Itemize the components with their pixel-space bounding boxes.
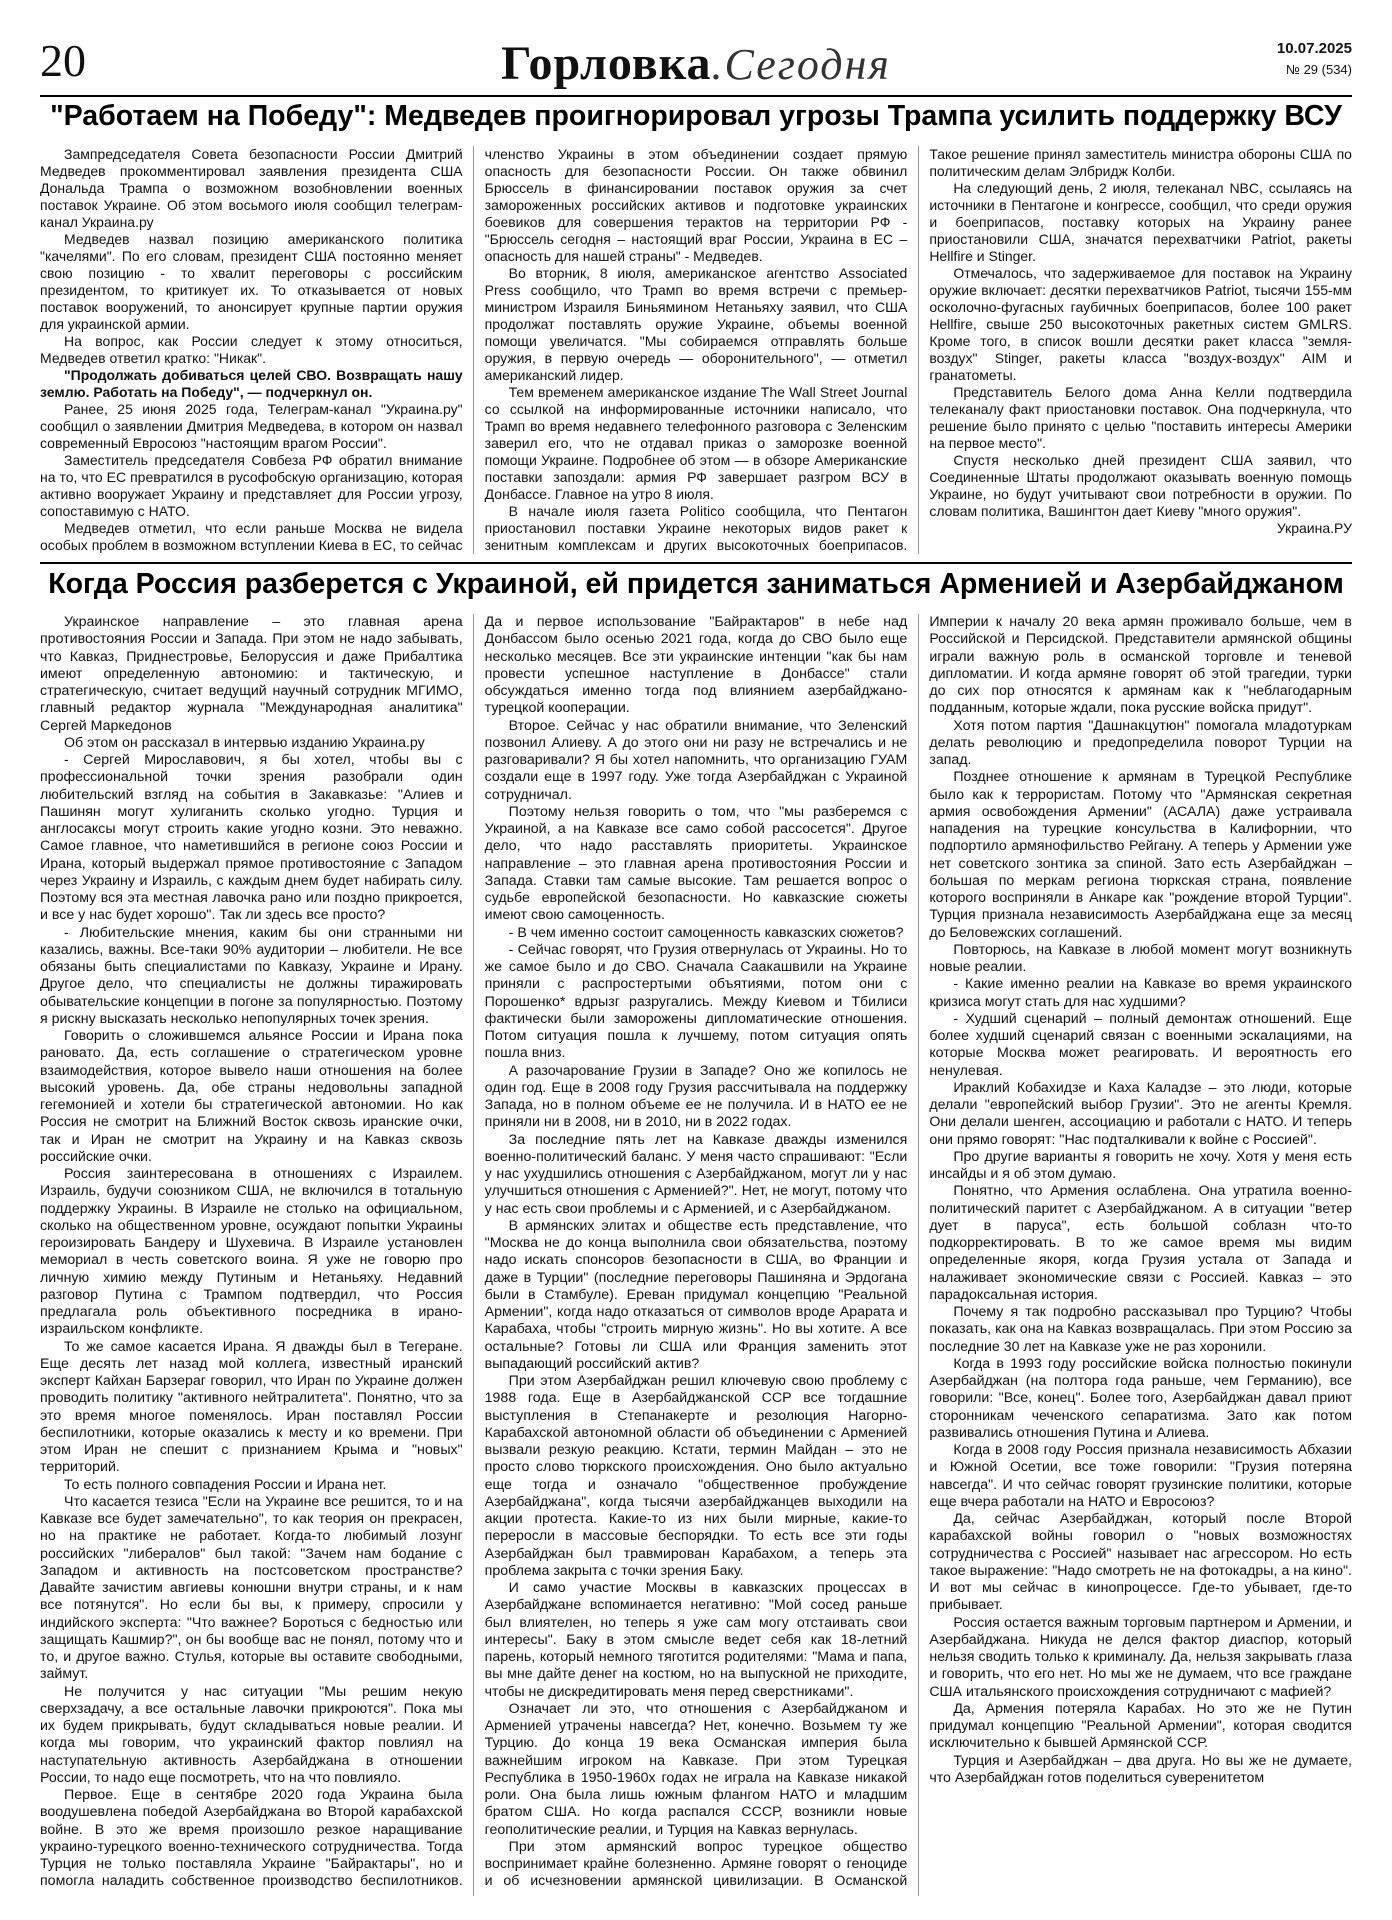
- paragraph: Хотя потом партия "Дашнакцутюн" помогала младотуркам делать революцию и предопределила поворот Турции на запад.: [929, 717, 1352, 768]
- paragraph: То есть полного совпадения России и Ирана нет.: [64, 1476, 387, 1493]
- paragraph: - Какие именно реалии на Кавказе во время украинского кризиса могут стать для нас худшими?: [929, 976, 1352, 1010]
- paragraph: Когда в 2008 году Россия признала независимость Абхазии и Южной Осетии, все тоже говорили: "Грузия потеряна навсегда". И что сейчас говорят грузинские политики, которые еще вчера работали на НАТО и Евросоюз?: [929, 1442, 1352, 1510]
- divider-rule: [40, 562, 1352, 564]
- paragraph: Во вторник, 8 июля, американское агентство Associated Press сообщило, что Трамп во время встречи с премьер-министром Израиля Биньямином Нетаньяху заявил, что США продолжат поставлять оружие Украине, объемы военной помощи увеличатся. "Мы собираемся отправлять больше оружия, в первую очередь — оборонительного", — отметил американский лидер.: [484, 265, 908, 383]
- paragraph: Спустя несколько дней президент США заявил, что Соединенные Штаты продолжают оказывать военную помощь Украине, но будут учитывают свои потребности в оружии. По словам политика, Вашингтон дает Киеву "много оружия".: [929, 452, 1352, 519]
- paragraph: На вопрос, как России следует к этому относиться, Медведев ответил кратко: "Никак".: [40, 333, 463, 366]
- article1-body: [40, 146, 1352, 554]
- masthead-sub: .Сегодня: [711, 40, 891, 89]
- header-rule: [40, 95, 1352, 97]
- article-source: Украина.РУ: [1276, 520, 1352, 536]
- paragraph: Турция и Азербайджан – два друга. Но вы же не думаете, что Азербайджан готов поделиться суверенитетом: [929, 1752, 1352, 1786]
- masthead-main: Горловка: [501, 37, 712, 90]
- paragraph: Что касается тезиса "Если на Украине все решится, то и на Кавказе все будет замечательно", то как теория он прекрасен, но на практике не работает. Когда-то любимый лозунг российских "либералов" был такой: "Зачем нам бодание с Западом и активность на постсоветском пространстве? Давайте зачистим авгиевы конюшни внутри страны, и к нам все потянутся". Но если бы вы, к примеру, спросили у индийского эксперта: "Что важнее? Бороться с бедностью или защищать Кашмир?", он бы вообще вас не понял, потому что и то, и другое важно. Стулья, которые вы оставите свободными, займут.: [40, 1493, 463, 1683]
- paragraph: Означает ли это, что отношения с Азербайджаном и Арменией утрачены навсегда? Нет, конечно. Возьмем ту же Турцию. До конца 19 века Османская империя была важнейшим игроком на Кавказе. При этом Турецкая Республика в 1950-1960х годах не играла на Кавказе никакой роли. Она была лишь южным флангом НАТО и младшим братом США. Но когда распался СССР, возникли новые геополитические реалии, и Турция на Кавказ вернулась.: [484, 1700, 908, 1838]
- paragraph: Россия заинтересована в отношениях с Израилем. Израиль, будучи союзником США, не включился в тотальную поддержку Украины. В Израиле не столько на официальном, сколько на общественном уровне, осуждают попытки Украины героизировать Бандеру и Шухевича. В Израиле установлен мемориал в честь советского воина. Я уже не говорю про личную химию между Путиным и Нетаньяху. Недавний разговор Путина с Трампом подтвердил, что Россия предлагала роль объективного посредника в ирано-израильском конфликте.: [40, 1166, 463, 1338]
- paragraph: Отмечалось, что задерживаемое для поставок на Украину оружие включает: десятки перехватчиков Patriot, тысячи 155-мм осколочно-фугасных гаубичных боеприпасов, более 100 ракет Hellfire, свыше 250 высокоточных ракетных систем GMLRS. Кроме того, в список вошли десятки ракет класса "земля-воздух" Stinger, ракеты класса "воздух-воздух" AIM и гранатометы.: [929, 265, 1352, 383]
- paragraph: На следующий день, 2 июля, телеканал NBC, ссылаясь на источники в Пентагоне и конгрессе, сообщил, что среди оружия и боеприпасов, поставку которых на Украину ранее приостановили США, значатся перехватчики Patriot, ракеты Hellfire и Stinger.: [929, 180, 1352, 264]
- paragraph: Позднее отношение к армянам в Турецкой Республике было как к террористам. Потому что "Армянская секретная армия освобождения Армении" (АСАЛА) даже устраивала нападения на турецкие консульства в Калифорнии, что подпортило армянофильство Рейгану. А теперь у Армении уже нет советского зонтика за спиной. Зато есть Азербайджан – большая по меркам региона тюркская страна, появление которого восприняли в Анкаре как "рождение второй Турции". Турция признала независимость Азербайджана еще за месяц до Беловежских соглашений.: [929, 769, 1352, 941]
- paragraph: Не получится у нас ситуации "Мы решим некую сверхзадачу, а все остальные лавочки прикроются". Пока мы их будем прикрывать, будут складываться новые реалии. И когда мы говорим, что украинский фактор повлиял на наступательную активность Азербайджана в отношении России, то надо еще посмотреть, что на что повлияло.: [40, 1683, 463, 1786]
- paragraph: Тем временем американское издание The Wall Street Journal со ссылкой на информированные источники написало, что Трамп во время недавнего телефонного разговора с Зеленским заверил его, что не отдавал приказ о заморозке военной помощи Украине. Подробнее об этом — в обзоре Американские поставки запоздали: армия РФ завершает разгром ВСУ в Донбассе. Главное на утро 8 июля.: [484, 384, 908, 502]
- paragraph: Да, Армения потеряла Карабах. Но это же не Путин придумал концепцию "Реальной Армении", которая сводится исключительно к бывшей Армянской ССР.: [929, 1700, 1352, 1752]
- paragraph: - В чем именно состоит самоценность кавказских сюжетов?: [508, 924, 904, 941]
- article2-headline: Когда Россия разберется с Украиной, ей придется заниматься Арменией и Азербайджаном: [48, 568, 1344, 600]
- paragraph: Об этом он рассказал в интервью изданию Украина.ру: [64, 734, 425, 751]
- paragraph: Первое. Еще в сентябре 2020 года Украина была воодушевлена победой Азербайджана во Второй карабахской войне. В это же время произошло резкое наращивание украино-турецкого военно-технического сотрудничества. Тогда Турция не только поставляла Украине "Байрактары", но и помогла наладить собственное производство беспилотников. Да и первое использование "Байрактаров" в небе над Донбассом было осенью 2021 года, когда до СВО было еще несколько месяцев. Все эти украинские интенции "как бы нам провести успешное наступление в Донбассе" стали обсуждаться именно тогда под влиянием азербайджано-турецкой кооперации.: [40, 614, 908, 1890]
- paragraph: При этом армянский вопрос турецкое общество воспринимает крайне болезненно. Армяне говорят о геноциде и об исчезновении армянской цивилизации. В Османской Империи к началу 20 века армян проживало больше, чем в Российской и Персидской. Представители армянской общины играли важную роль в османской торговле и теневой дипломатии. И когда армяне говорят об этой трагедии, турки до сих пор относятся к армянам как к "неблагодарным подданным, которые ждали, пока русские войска придут".: [484, 614, 1352, 1890]
- paragraph: Россия остается важным торговым партнером и Армении, и Азербайджана. Никуда не делся фактор диаспор, который нельзя сводить только к криминалу. Да, нельзя закрывать глаза и говорить, что его нет. Но мы же не думаем, что все граждане США итальянского происхождения сотрудничают с мафией?: [929, 1614, 1352, 1700]
- paragraph: Понятно, что Армения ослаблена. Она утратила военно-политический паритет с Азербайджаном. А в ситуации "ветер дует в паруса", есть большой соблазн что-то подкорректировать. В то же самое время мы видим определенные якоря, когда Грузия устала от Запада и налаживает экономические связи с Россией. Кавказ – это парадоксальная история.: [929, 1183, 1352, 1303]
- paragraph: - Сейчас говорят, что Грузия отвернулась от Украины. Но то же самое было и до СВО. Сначала Саакашвили на Украине приняли с распростертыми объятиями, потом они с Порошенко* вдрызг разругались. Между Киевом и Тбилиси фактически были заморожены дипломатические отношения. Потом ситуация пошла к лучшему, потом ситуация опять пошла вниз.: [484, 941, 908, 1062]
- paragraph: Когда в 1993 году российские войска полностью покинули Азербайджан (на полтора года раньше, чем Германию), все говорили: "Все, конец". Более того, Азербайджан давал приют сторонникам чеченского сепаратизма. Зато как потом развивались отношения Путина и Алиева.: [929, 1355, 1352, 1441]
- paragraph: Поэтому нельзя говорить о том, что "мы разберемся с Украиной, а на Кавказе все само собой рассосется". Другое дело, что надо расставлять приоритеты. Украинское направление – это главная арена противостояния России и Запада. Ставки там самые высокие. Там решается вопрос о судьбе европейской безопасности. Но кавказские сюжеты имеют свою самоценность.: [484, 803, 908, 924]
- page-number: 20: [40, 35, 86, 86]
- issue-date: 10.07.2025: [1276, 40, 1352, 57]
- paragraph: Повторюсь, на Кавказе в любой момент могут возникнуть новые реалии.: [929, 941, 1352, 975]
- paragraph: Украинское направление – это главная арена противостояния России и Запада. При этом не надо забывать, что Кавказ, Приднестровье, Белоруссия и даже Прибалтика имеют определенную автономию: и тактическую, и стратегическую, считает ведущий научный сотрудник МГИМО, главный редактор журнала "Международная аналитика" Сергей Маркедонов: [40, 614, 463, 734]
- paragraph: И само участие Москвы в кавказских процессах в Азербайджане вспоминается негативно: "Мой сосед раньше был влиятелен, но теперь я уже сам могу отстаивать свои интересы". Баку в этом смысле ведет себя как 18-летний парень, который немного тяготится родителями: "Мама и папа, вы мне дайте денег на костюм, но на выпускной не приходите, чтобы не дискредитировать меня перед сверстниками".: [484, 1580, 908, 1700]
- paragraph: Заместитель председателя Совбеза РФ обратил внимание на то, что ЕС превратился в русофобскую организацию, которая активно вооружает Украину и представляет для России угрозу, сопоставимую с НАТО.: [40, 452, 463, 519]
- paragraph: При этом Азербайджан решил ключевую свою проблему с 1988 года. Еще в Азербайджанской ССР все тогдашние выступления в Степанакерте и резолюция Нагорно-Карабахской автономной области об объединении с Арменией вызвали резкую реакцию. Кстати, термин Майдан – это не просто слово тюркского происхождения. Оно было актуально еще тогда и означало "общественное пробуждение Азербайджана", когда тысячи азербайджанцев выходили на акции протеста. Какие-то из них были мирные, какие-то переросли в массовые беспорядки. То есть все эти годы Азербайджан был травмирован Карабахом, а теперь эта проблема закрыта с точки зрения Баку.: [484, 1373, 908, 1579]
- paragraph: Медведев отметил, что если раньше Москва не видела особых проблем в возможном вступлении Киева в ЕС, то сейчас членство Украины в этом объединении создает прямую опасность для безопасности России. Он также обвинил Брюссель в финансировании поставок оружия за счет замороженных российских активов и подготовке украинских боевиков для совершения терактов на территории РФ - "Брюссель сегодня – настоящий враг России, Украина в ЕС – опасность для нашей страны" - Медведев.: [40, 146, 908, 553]
- paragraph: Да, сейчас Азербайджан, который после Второй карабахской войны говорил о "новых возможностях сотрудничества с Россией" называет нас агрессором. Но есть такое выражение: "Надо смотреть не на фотокадры, а на кино". И вот мы сейчас в кинопроцессе. Где-то убывает, где-то прибывает.: [929, 1511, 1352, 1614]
- paragraph: "Продолжать добиваться целей СВО. Возвращать нашу землю. Работать на Победу", — подчеркнул он.: [40, 367, 463, 400]
- paragraph: - Любительские мнения, каким бы они странными ни казались, важны. Все-таки 90% аудитории – любители. Не все обязаны быть специалистами по Кавказу, Украине и Ирану. Другое дело, что специалисты не должны тиражировать обывательские концепции в погоне за популярностью. Поэтому я рискну высказать несколько непопулярных точек зрения.: [40, 924, 463, 1027]
- paragraph: Ранее, 25 июня 2025 года, Телеграм-канал "Украина.ру" сообщил о заявлении Дмитрия Медведева, в котором он назвал современный Евросоюз "настоящим врагом России".: [40, 401, 463, 451]
- paragraph: В армянских элитах и обществе есть представление, что "Москва не до конца выполнила свои обязательства, поэтому надо искать спонсоров безопасности в США, во Франции и даже в Турции" (последние переговоры Пашиняна и Эрдогана были в Стамбуле). Ереван придумал концепцию "Реальной Армении", когда надо отказаться от символов вроде Арарата и Карабаха, чтобы "строить мирную жизнь". Но вы хотите. А все остальные? Готовы ли США или Франция заменить этот выпадающий российский актив?: [484, 1217, 908, 1372]
- paragraph: А разочарование Грузии в Западе? Оно же копилось не один год. Еще в 2008 году Грузия рассчитывала на поддержку Запада, но в полном объеме ее не получила. И в НАТО ее не приняли ни в 2008, ни в 2010, ни в 2022 годах.: [484, 1062, 908, 1131]
- article2-body: [40, 614, 1352, 1896]
- paragraph: Говорить о сложившемся альянсе России и Ирана пока рановато. Да, есть соглашение о стратегическом уровне взаимодействия, которое вывело наши отношения на более высокий уровень. Да, обе страны недовольны западной гегемонией и хотели бы стратегической автономии. Но как Россия не смотрит на Ближний Восток сквозь иранские очки, так и Иран не смотрит на Украину и на Кавказ сквозь российские очки.: [40, 1028, 463, 1165]
- paragraph: - Сергей Мирославович, я бы хотел, чтобы вы с профессиональной точки зрения разобрали один любительский взгляд на события в Закавказье: "Алиев и Пашинян могут хулиганить сколько угодно. Турция и англосаксы могут строить какие угодно козни. Это неважно. Самое главное, что наметившийся в регионе союз России и Ирана, который выдержал прямое противостояние с Западом через Украину и Израиль, с каждым днем будет набирать силу. Поэтому вся эта местная лавочка рано или поздно прикроется, и все у нас будет хорошо". Так ли здесь все просто?: [40, 752, 463, 924]
- paragraph: Второе. Сейчас у нас обратили внимание, что Зеленский позвонил Алиеву. А до этого они ни разу не встречались и не разговаривали? Я бы хотел напомнить, что организацию ГУАМ создали еще в 1997 году. Уже тогда Азербайджан с Украиной сотрудничал.: [484, 717, 908, 803]
- masthead: [0, 36, 1392, 91]
- paragraph: В начале июля газета Politico сообщила, что Пентагон приостановил поставки Украине некоторых видов ракет к зенитным комплексам и других высокоточных боеприпасов. Такое решение принял заместитель министра обороны США по политическим делам Элбридж Колби.: [484, 146, 1352, 553]
- paragraph: Почему я так подробно рассказывал про Турцию? Чтобы показать, как она на Кавказ возвращалась. При этом Россию за последние 30 лет на Кавказе уже не раз хоронили.: [929, 1304, 1352, 1355]
- paragraph: Ираклий Кобахидзе и Каха Каладзе – это люди, которые делали "европейский выбор Грузии". Это не агенты Кремля. Они делали шенген, ассоциацию и работали с НАТО. И теперь они прямо говорят: "Нас подталкивали к войне с Россией".: [929, 1079, 1352, 1148]
- paragraph: - Худший сценарий – полный демонтаж отношений. Еще более худший сценарий связан с военными эскалациями, на которые Москва может реагировать. И вероятность его ненулевая.: [929, 1010, 1352, 1079]
- paragraph: Про другие варианты я говорить не хочу. Хотя у меня есть инсайды и я об этом думаю.: [929, 1148, 1352, 1182]
- paragraph: За последние пять лет на Кавказе дважды изменился военно-политический баланс. У меня часто спрашивают: "Если у нас ухудшились отношения с Азербайджаном, могут ли у нас улучшиться отношения с Арменией?". Нет, не могут, потому что у нас есть свои проблемы и с Арменией, и с Азербайджаном.: [484, 1131, 908, 1217]
- issue-number: № 29 (534): [1286, 62, 1352, 77]
- paragraph: Представитель Белого дома Анна Келли подтвердила телеканалу факт приостановки поставок. Она подчеркнула, что решение было принято с целью "поставить интересы Америки на первое место".: [929, 384, 1352, 451]
- paragraph: Зампредседателя Совета безопасности России Дмитрий Медведев прокомментировал заявления президента США Дональда Трампа о возможном возобновлении военных поставок Украине. Об этом восьмого июля сообщил телеграм-канал Украина.ру: [40, 146, 463, 230]
- paragraph: Медведев назвал позицию американского политика "качелями". По его словам, президент США постоянно меняет свою позицию - то хвалит переговоры с российским президентом, то критикует их. То отказывается от новых поставок вооружений, то анонсирует крупные партии оружия для украинской армии.: [40, 231, 463, 332]
- article1-headline: "Работаем на Победу": Медведев проигнорировал угрозы Трампа усилить поддержку ВСУ: [50, 100, 1342, 132]
- paragraph: То же самое касается Ирана. Я дважды был в Тегеране. Еще десять лет назад мой коллега, известный иранский эксперт Кайхан Барзераг говорил, что Иран по Украине должен проводить политику "активного нейтралитета". Понятно, что за это время многое поменялось. Иран поставлял России беспилотники, которые оказались к месту и ко времени. При этом Иран не спешит с признанием Крыма и "новых" территорий.: [40, 1338, 463, 1476]
